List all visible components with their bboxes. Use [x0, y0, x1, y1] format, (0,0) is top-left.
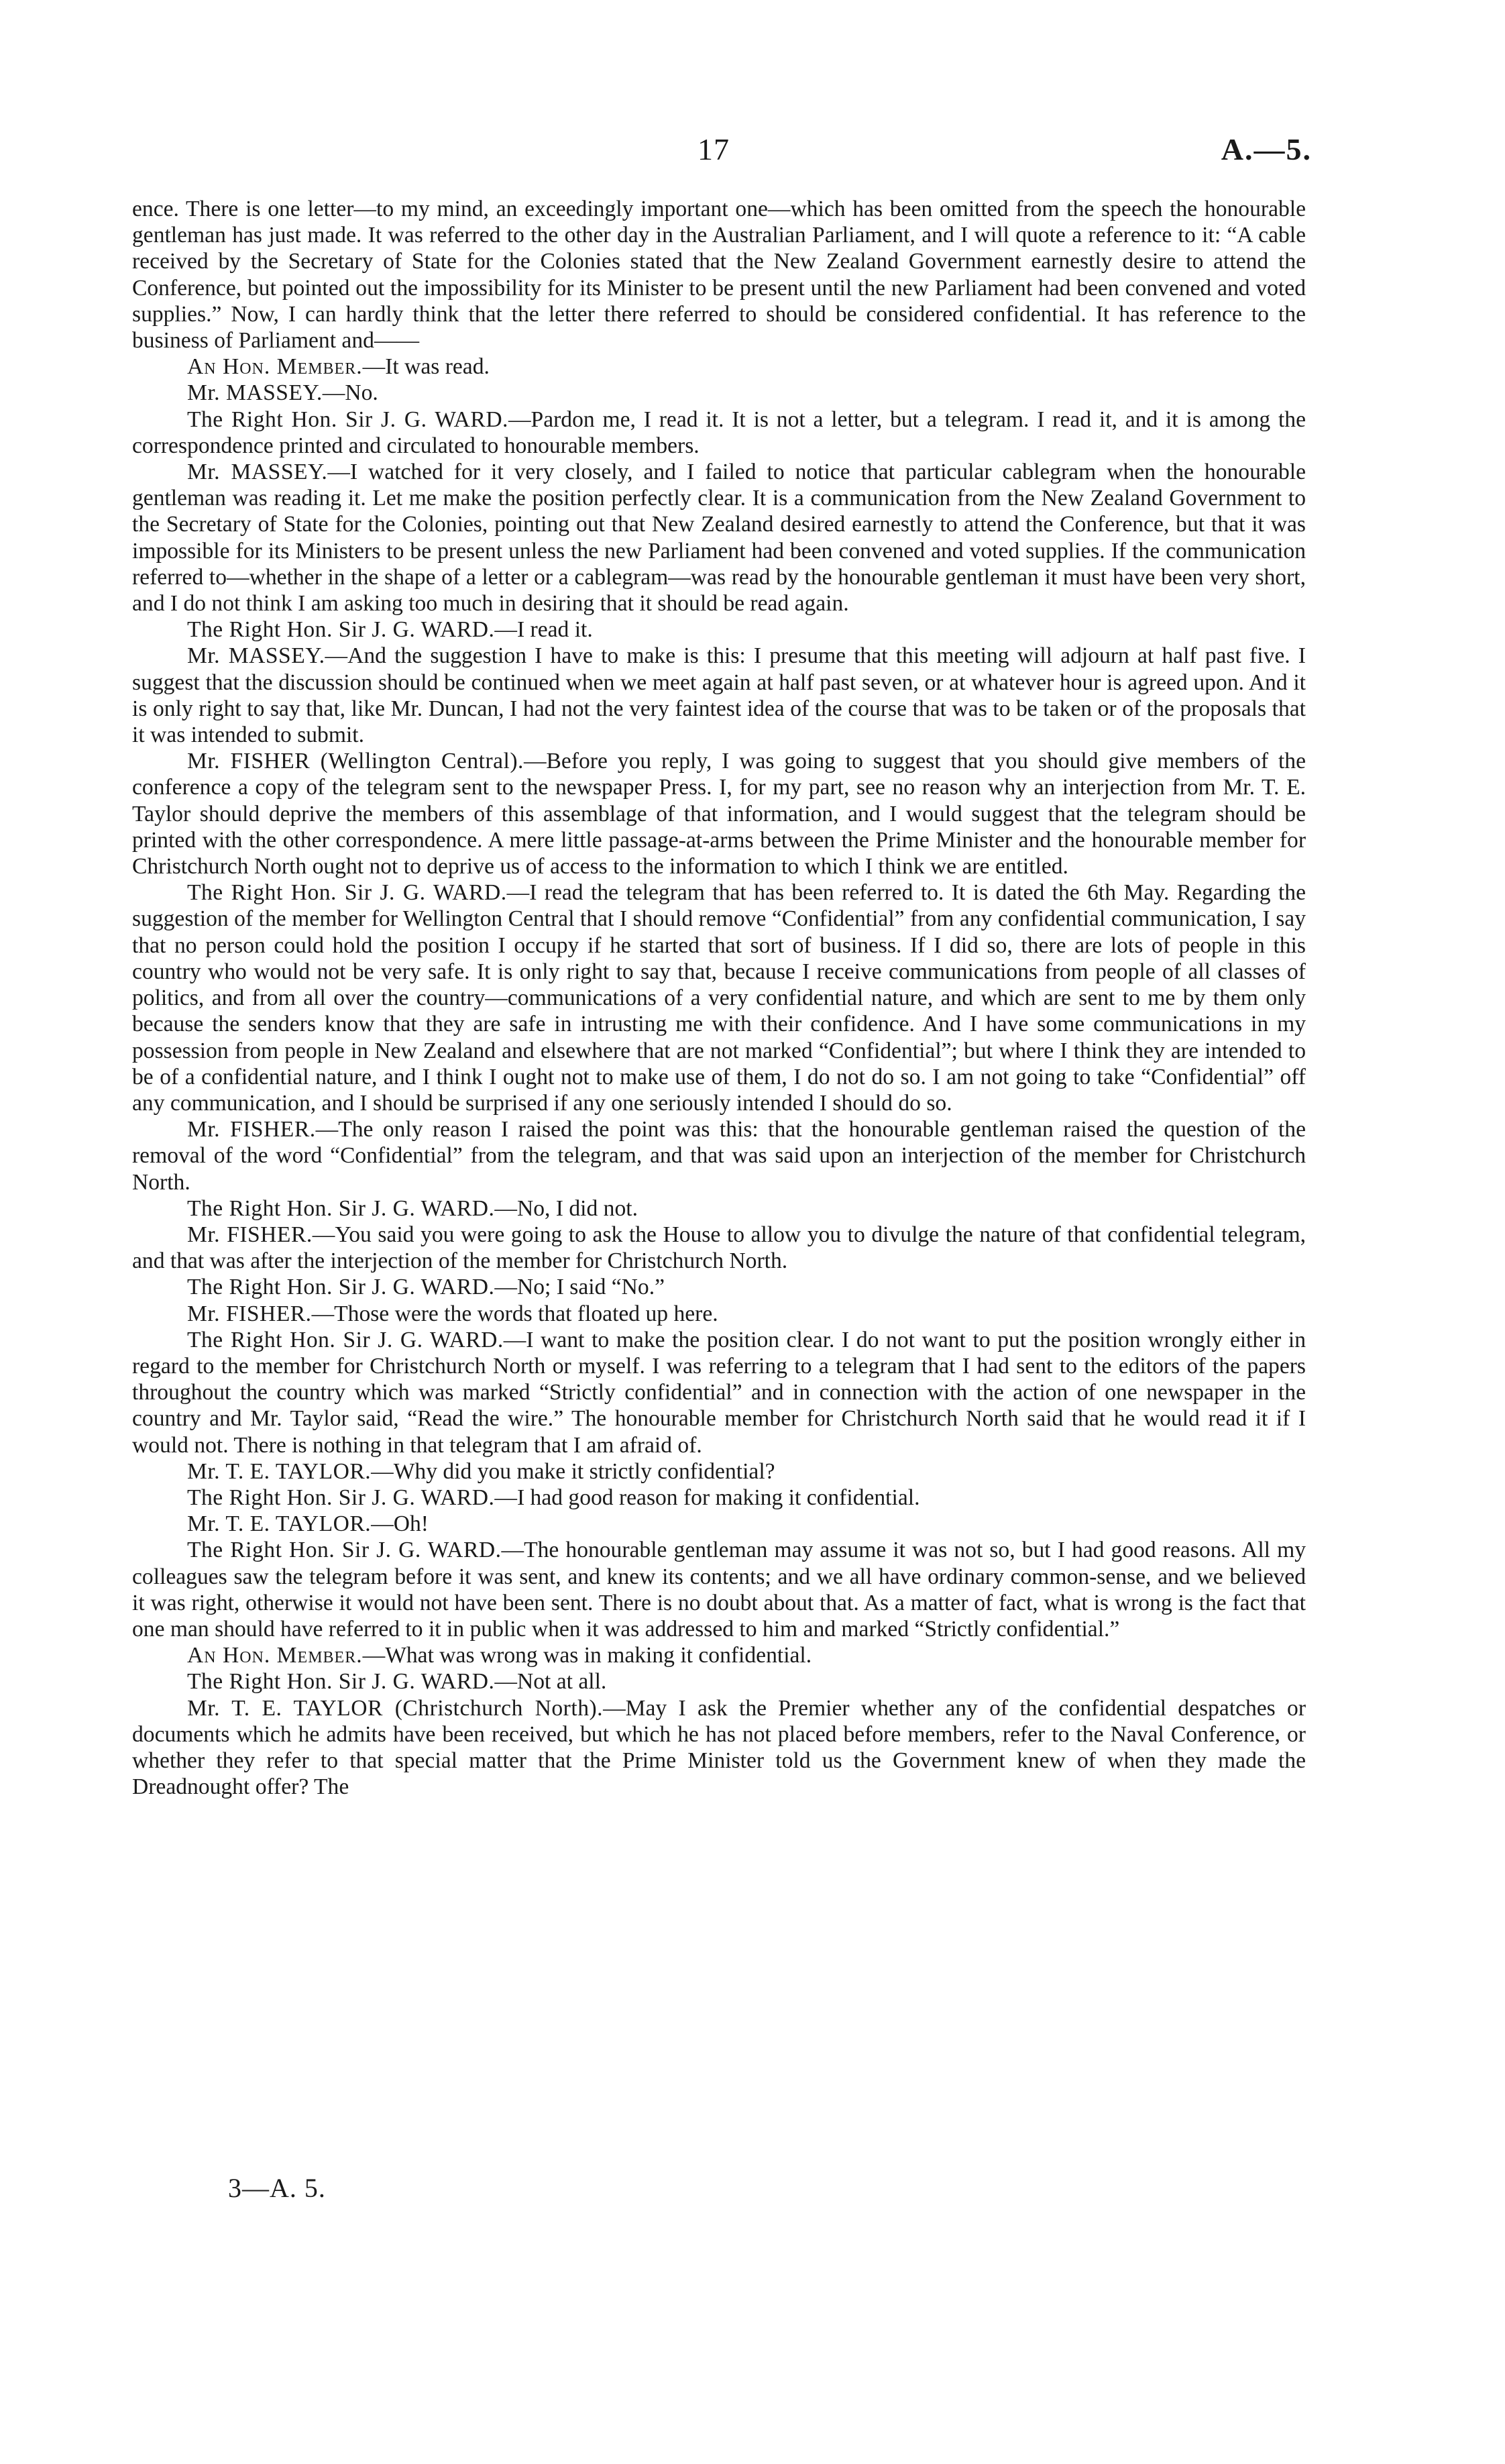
speaker-name: Mr. FISHER. [187, 1301, 312, 1326]
speaker-name: Mr. T. E. TAYLOR. [187, 1458, 372, 1484]
speaker-name: An Hon. Member. [187, 1643, 363, 1668]
paragraph [132, 1301, 1306, 1327]
speaker-name: The Right Hon. Sir J. G. WARD. [187, 880, 507, 906]
paragraph [132, 1222, 1306, 1274]
speech-text: —I watched for it very closely, and I failed to notice that particular cablegram when the honourable gentleman was reading it. Let me make the position perfectly clear. It is a communication from the New Zealand Government to the Secretary of State for the Colonies, pointing out that New Zealand desired earnestly to attend the Conference, but that it was impossible for its Ministers to be present unless the new Parliament had been convened and voted supplies. If the communication referred to—whether in the shape of a letter or a cablegram—was read by the honourable gentleman it must have been very short, and I do not think I am asking too much in desiring that it should be read again. [132, 460, 1306, 617]
speech-text: —I had good reason for making it confidential. [494, 1485, 920, 1510]
speaker-name: Mr. MASSEY. [187, 643, 325, 669]
speaker-name: The Right Hon. Sir J. G. WARD. [187, 1485, 495, 1510]
paragraph [132, 1116, 1306, 1195]
paragraph [132, 1511, 1306, 1537]
speaker-name: Mr. FISHER (Wellington Central). [187, 749, 524, 774]
speaker-name: The Right Hon. Sir J. G. WARD. [187, 1275, 495, 1300]
speech-text: —The honourable gentleman may assume it was not so, but I had good reasons. All my colleagues saw the telegram before it was sent, and knew its contents; and we all have ordinary common-sense, and we believed it was right, otherwise it would not have been sent. There is no doubt about that. As a matter of fact, what is wrong is the fact that one man should have referred to it in public when it was addressed to him and marked “Strictly confidential.” [132, 1538, 1306, 1642]
speech-text: —Those were the words that floated up here. [311, 1301, 718, 1326]
speech-text: —I want to make the position clear. I do not want to put the position wrongly either in regard to the member for Christchurch North or myself. I was referring to a telegram that I had sent to the editors of the papers throughout the country which was marked “Strictly confidential” and in connection with the action of one newspaper in the country and Mr. Taylor said, “Read the wire.” The honourable member for Christchurch North said that he would read it if I would not. There is nothing in that telegram that I am afraid of. [132, 1327, 1306, 1458]
hansard-body [132, 196, 1306, 1800]
paragraph [132, 354, 1306, 380]
document-code: A.—5. [1221, 132, 1312, 166]
paragraph [132, 1195, 1306, 1222]
paragraph [132, 617, 1306, 643]
speaker-name: An Hon. Member. [187, 354, 363, 380]
speaker-name: Mr. FISHER. [187, 1117, 316, 1142]
paragraph [132, 196, 1306, 354]
paragraph [132, 879, 1306, 1116]
page-number: 17 [698, 132, 730, 166]
speech-text: —What was wrong was in making it confidential. [362, 1643, 812, 1668]
speaker-name: The Right Hon. Sir J. G. WARD. [187, 617, 495, 643]
speech-text: —Why did you make it strictly confidential? [371, 1458, 775, 1484]
paragraph [132, 643, 1306, 748]
paragraph [132, 459, 1306, 617]
speaker-name: The Right Hon. Sir J. G. WARD. [187, 1195, 495, 1221]
signature-mark: 3—A. 5. [228, 2173, 326, 2203]
paragraph [132, 1642, 1306, 1668]
speaker-name: Mr. MASSEY. [187, 380, 323, 406]
speaker-name: The Right Hon. Sir J. G. WARD. [187, 1327, 504, 1352]
speaker-name: Mr. T. E. TAYLOR (Christchurch North). [187, 1695, 604, 1721]
paragraph [132, 1537, 1306, 1642]
speech-text: ence. There is one letter—to my mind, an exceedingly important one—which has been omitted from the speech the honourable gentleman has just made. It was referred to the other day in the Australian Parliament, and I will quote a reference to it: “A cable received by the Secretary of State for the Colonies stated that the New Zealand Government earnestly desire to attend the Conference, but pointed out the impossibility for its Minister to be present until the new Parliament had been convened and voted supplies.” Now, I can hardly think that the letter there referred to should be considered confidential. It has reference to the business of Parliament and—— [132, 197, 1306, 354]
speech-text: —I read the telegram that has been referred to. It is dated the 6th May. Regarding the suggestion of the member for Wellington Central that I should remove “Confidential” from any confidential communication, I say that no person could hold the position I occupy if he started that sort of business. If I did so, there are lots of people in this country who would not be very safe. It is only right to say that, because I receive communications from people of all classes of politics, and from all over the country—communications of a very confidential nature, and which are sent to me by them only because the senders know that they are safe in intrusting me with their confidence. And I have some communications in my possession from people in New Zealand and elsewhere that are not marked “Confidential”; but where I think they are intended to be of a confidential nature, and I think I ought not to make use of them, I do not do so. I am not going to take “Confidential” off any communication, and I should be surprised if any one seriously intended I should do so. [132, 880, 1306, 1116]
speech-text: —I read it. [494, 617, 593, 643]
paragraph [132, 1695, 1306, 1801]
speech-text: —You said you were going to ask the House to allow you to divulge the nature of that confidential telegram, and that was after the interjection of the member for Christchurch North. [132, 1222, 1306, 1274]
speech-text: —Oh! [371, 1511, 429, 1537]
speech-text: —The only reason I raised the point was this: that the honourable gentleman raised the question of the removal of the word “Confidential” from the telegram, and that was said upon an interjection of the member for Christchurch North. [132, 1117, 1306, 1195]
paragraph [132, 1485, 1306, 1511]
speech-text: —Not at all. [494, 1669, 607, 1695]
speaker-name: The Right Hon. Sir J. G. WARD. [187, 407, 508, 432]
speech-text: —Before you reply, I was going to suggest that you should give members of the conference a copy of the telegram sent to the newspaper Press. I, for my part, see no reason why an interjection from Mr. T. E. Taylor should deprive the members of this assemblage of that information, and I would suggest that the telegram should be printed with the other correspondence. A mere little passage-at-arms between the Prime Minister and the honourable member for Christchurch North ought not to deprive us of access to the information to which I think we are entitled. [132, 749, 1306, 879]
paragraph [132, 1274, 1306, 1300]
speaker-name: The Right Hon. Sir J. G. WARD. [187, 1669, 495, 1695]
speech-text: —No. [322, 380, 378, 406]
speech-text: —And the suggestion I have to make is this: I presume that this meeting will adjourn at half past five. I suggest that the discussion should be continued when we meet again at half past seven, or at whatever hour is agreed upon. And it is only right to say that, like Mr. Duncan, I had not the very faintest idea of the course that was to be taken or of the proposals that it was intended to submit. [132, 643, 1306, 748]
paragraph [132, 1327, 1306, 1458]
speaker-name: The Right Hon. Sir J. G. WARD. [187, 1538, 502, 1563]
paragraph [132, 407, 1306, 459]
paragraph [132, 380, 1306, 406]
page-header [0, 131, 1505, 172]
speaker-name: Mr. MASSEY. [187, 460, 328, 485]
speaker-name: Mr. FISHER. [187, 1222, 313, 1247]
speech-text: —Pardon me, I read it. It is not a letter, but a telegram. I read it, and it is among the correspondence printed and circulated to honourable members. [132, 407, 1306, 458]
paragraph [132, 1458, 1306, 1485]
paragraph [132, 748, 1306, 879]
speech-text: —May I ask the Premier whether any of the confidential despatches or documents which he admits have been received, but which he has not placed before members, refer to the Naval Conference, or whether they refer to that special matter that the Prime Minister told us the Government knew of when they made the Dreadnought offer? The [132, 1695, 1306, 1800]
paragraph [132, 1668, 1306, 1695]
speech-text: —No, I did not. [494, 1195, 638, 1221]
speaker-name: Mr. T. E. TAYLOR. [187, 1511, 372, 1537]
speech-text: —No; I said “No.” [494, 1275, 665, 1300]
speech-text: —It was read. [362, 354, 490, 380]
